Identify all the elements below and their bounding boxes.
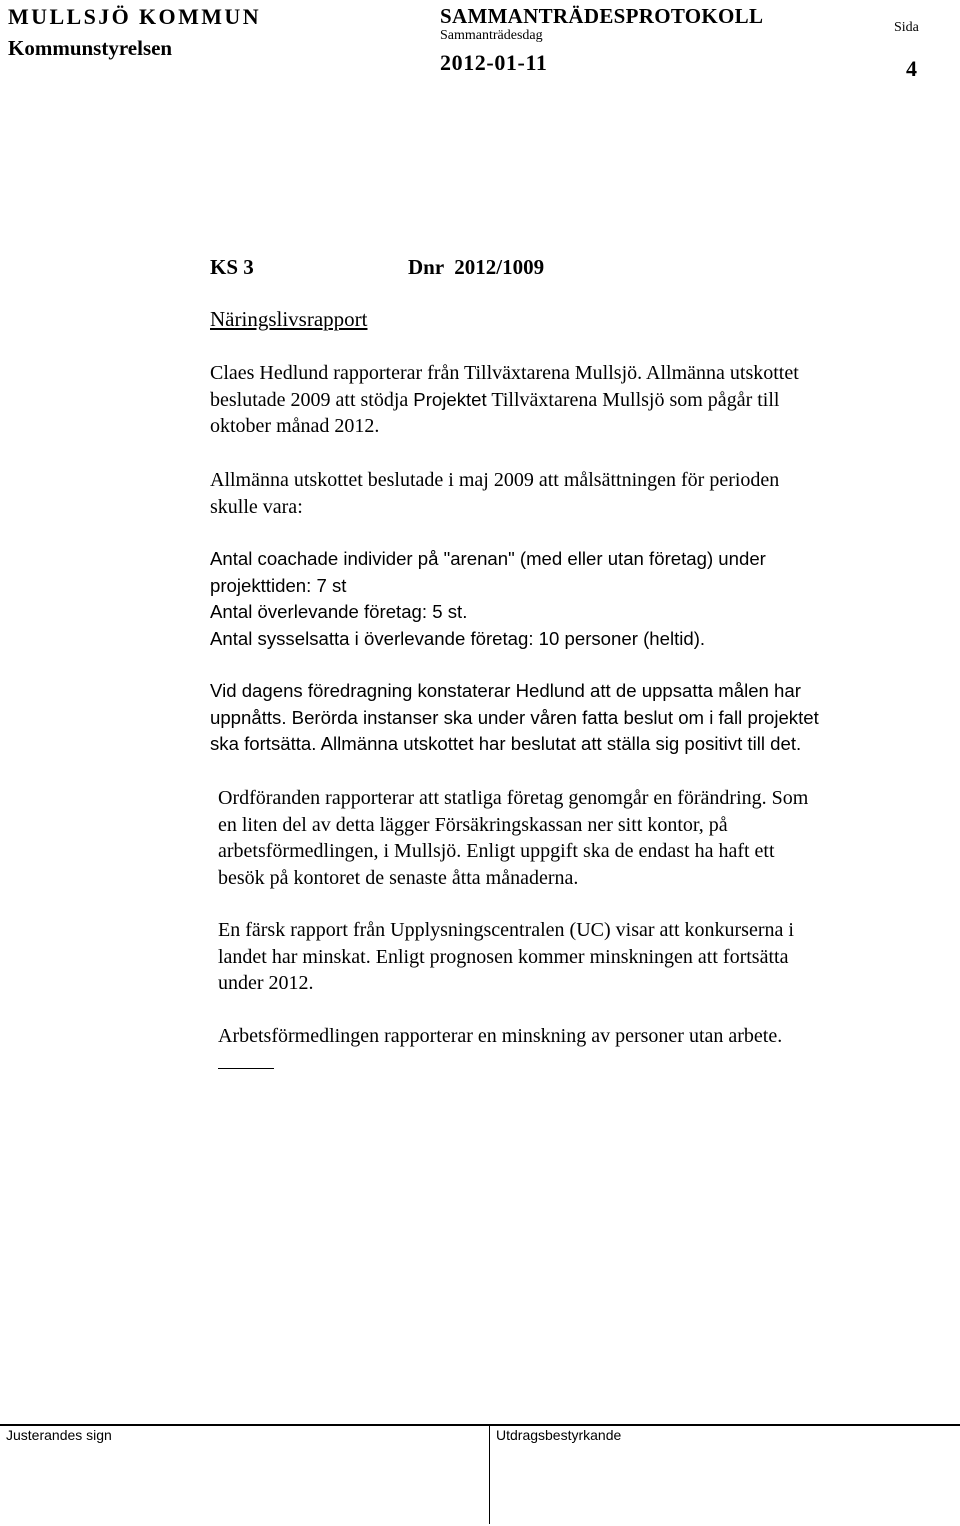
committee-name: Kommunstyrelsen: [8, 36, 173, 60]
text-line: skulle vara:: [210, 495, 303, 518]
footer-signature-label: Justerandes sign: [6, 1427, 112, 1443]
text-line: Ordföranden rapporterar att statliga företag genomgår en förändring. Som: [218, 787, 809, 809]
paragraph-goal-intro: [210, 467, 910, 520]
municipality-name: MULLSJÖ KOMMUN: [8, 4, 261, 29]
text-line: Antal sysselsatta i överlevande företag: 10 personer (heltid).: [210, 627, 706, 649]
text-line: landet har minskat. Enligt prognosen kommer minskningen att fortsätta: [218, 945, 789, 968]
text-line: Claes Hedlund rapporterar från Tillväxtarena Mullsjö. Allmänna utskottet: [210, 362, 799, 384]
paragraph-employment: [218, 1023, 918, 1050]
page-label: Sida: [894, 20, 919, 35]
paragraph-goals-achieved: [210, 678, 910, 758]
page-number: 4: [906, 56, 917, 81]
text-line: uppnåtts. Berörda instanser ska under våren fatta beslut om i fall projektet: [210, 706, 819, 728]
text-line: arbetsförmedlingen, i Mullsjö. Enligt uppgift ska de endast ha haft ett: [218, 840, 775, 862]
text-line: Arbetsförmedlingen rapporterar en minskning av personer utan arbete.: [218, 1025, 783, 1047]
section-end-rule: [218, 1068, 274, 1069]
text-fragment: beslutade 2009 att stödja: [210, 388, 414, 411]
text-line: [210, 387, 910, 414]
footer-divider: [489, 1424, 490, 1524]
text-line: Antal coachade individer på "arenan" (med eller utan företag) under: [210, 548, 766, 569]
text-line: projekttiden: 7 st: [210, 574, 347, 596]
footer-rule: [0, 1424, 960, 1426]
paragraph-uc-report: [218, 917, 918, 997]
case-id: KS 3: [210, 255, 254, 279]
paragraph-goals-list: [210, 546, 910, 652]
text-line: Antal överlevande företag: 5 st.: [210, 601, 468, 622]
paragraph-state-companies: [218, 785, 918, 891]
text-line: oktober månad 2012.: [210, 415, 380, 437]
meeting-date-label: Sammanträdesdag: [440, 28, 543, 43]
text-fragment: Tillväxtarena Mullsjö som pågår till: [486, 388, 780, 411]
case-dnr: Dnr 2012/1009: [408, 255, 545, 279]
paragraph-report-intro: [210, 360, 910, 440]
text-line: en liten del av detta lägger Försäkringskassan ner sitt kontor, på: [218, 813, 728, 836]
text-line: ska fortsätta. Allmänna utskottet har beslutat att ställa sig positivt till det.: [210, 733, 802, 754]
text-line: En färsk rapport från Upplysningscentralen (UC) visar att konkurserna i: [218, 919, 794, 941]
meeting-date: 2012-01-11: [440, 50, 548, 75]
text-line: Vid dagens föredragning konstaterar Hedlund att de uppsatta målen har: [210, 680, 801, 701]
text-fragment: Projektet: [413, 388, 487, 410]
text-line: under 2012.: [218, 972, 314, 994]
case-title: Näringslivsrapport: [210, 307, 368, 331]
text-line: besök på kontoret de senaste åtta månaderna.: [218, 866, 579, 889]
text-line: Allmänna utskottet beslutade i maj 2009 att målsättningen för perioden: [210, 469, 780, 491]
footer-certification-label: Utdragsbestyrkande: [496, 1427, 622, 1443]
protocol-title: SAMMANTRÄDESPROTOKOLL: [440, 4, 764, 28]
